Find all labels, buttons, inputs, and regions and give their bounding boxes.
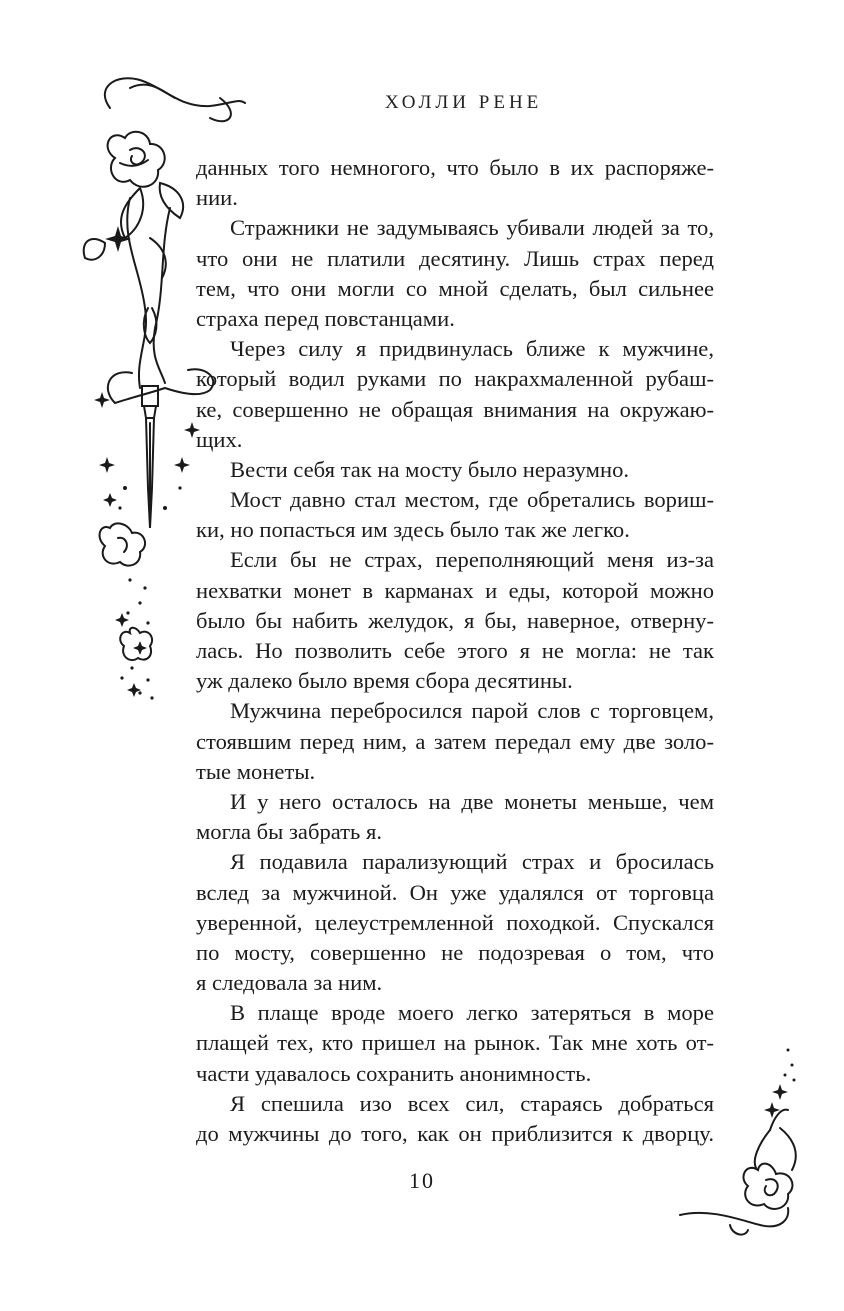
text-line: тем, что они могли со мной сделать, был сильнее [196,275,714,301]
text-line: Мужчина перебросился парой слов с торговцем, [230,698,714,724]
text-line: данных того немногого, что было в их распоряже- [196,155,714,180]
text-line: тые монеты. [196,758,316,784]
text-line: нехватки монет в карманах и еды, которой можно [196,577,714,603]
text-line: Я подавила парализующий страх и бросилась [230,849,714,875]
text-line: части удавалось сохранить анонимность. [196,1060,592,1086]
text-line: уж далеко было время сбора десятины. [196,668,573,694]
text-line: могла бы забрать я. [196,819,383,845]
text-line: нии. [196,185,238,211]
text-line: И у него осталось на две монеты меньше, чем [230,788,714,814]
text-line: Я спешила изо всех сил, стараясь добраться [230,1090,714,1116]
text-line: до мужчины до того, как он приблизится к дворцу. [196,1121,714,1146]
text-line: я следовала за ним. [196,970,383,996]
text-line: плащей тех, кто пришел на рынок. Так мне хоть от- [196,1030,714,1056]
text-line: В плаще вроде моего легко затеряться в море [230,1000,714,1026]
text-line: страха перед повстанцами. [196,305,455,331]
text-line: Вести себя так на мосту было неразумно. [230,456,630,482]
text-line: Стражники не задумываясь убивали людей за то, [230,215,714,241]
text-line: стоявшим перед ним, а затем передал ему две золо- [196,728,714,754]
text-line: Если бы не страх, переполняющий меня из-за [230,547,714,573]
text-line: Мост давно стал местом, где обретались вориш- [230,487,714,513]
text-line: что они не платили десятину. Лишь страх перед [196,245,714,271]
text-line: уверенной, целеустремленной походкой. Спускался [196,909,714,935]
text-line: который водил руками по накрахмаленной рубаш- [196,366,714,392]
page-number: 10 [409,1168,435,1193]
text-line: ки, но попасться им здесь было так же легко. [196,517,630,543]
running-head-author: ХОЛЛИ РЕНЕ [385,92,543,113]
text-line: вслед за мужчиной. Он уже удалялся от торговца [196,879,714,905]
text-line: лась. Но позволить себе этого я не могла: не так [196,638,714,663]
body-text [196,153,714,1149]
text-line: Через силу я придвинулась ближе к мужчине, [230,336,714,362]
text-line: ке, совершенно не обращая внимания на окружаю- [196,396,714,422]
text-line: щих. [196,426,243,452]
text-line: по мосту, совершенно не подозревая о том, что [196,939,714,965]
text-line: было бы набить желудок, я бы, наверное, отверну- [196,607,714,633]
